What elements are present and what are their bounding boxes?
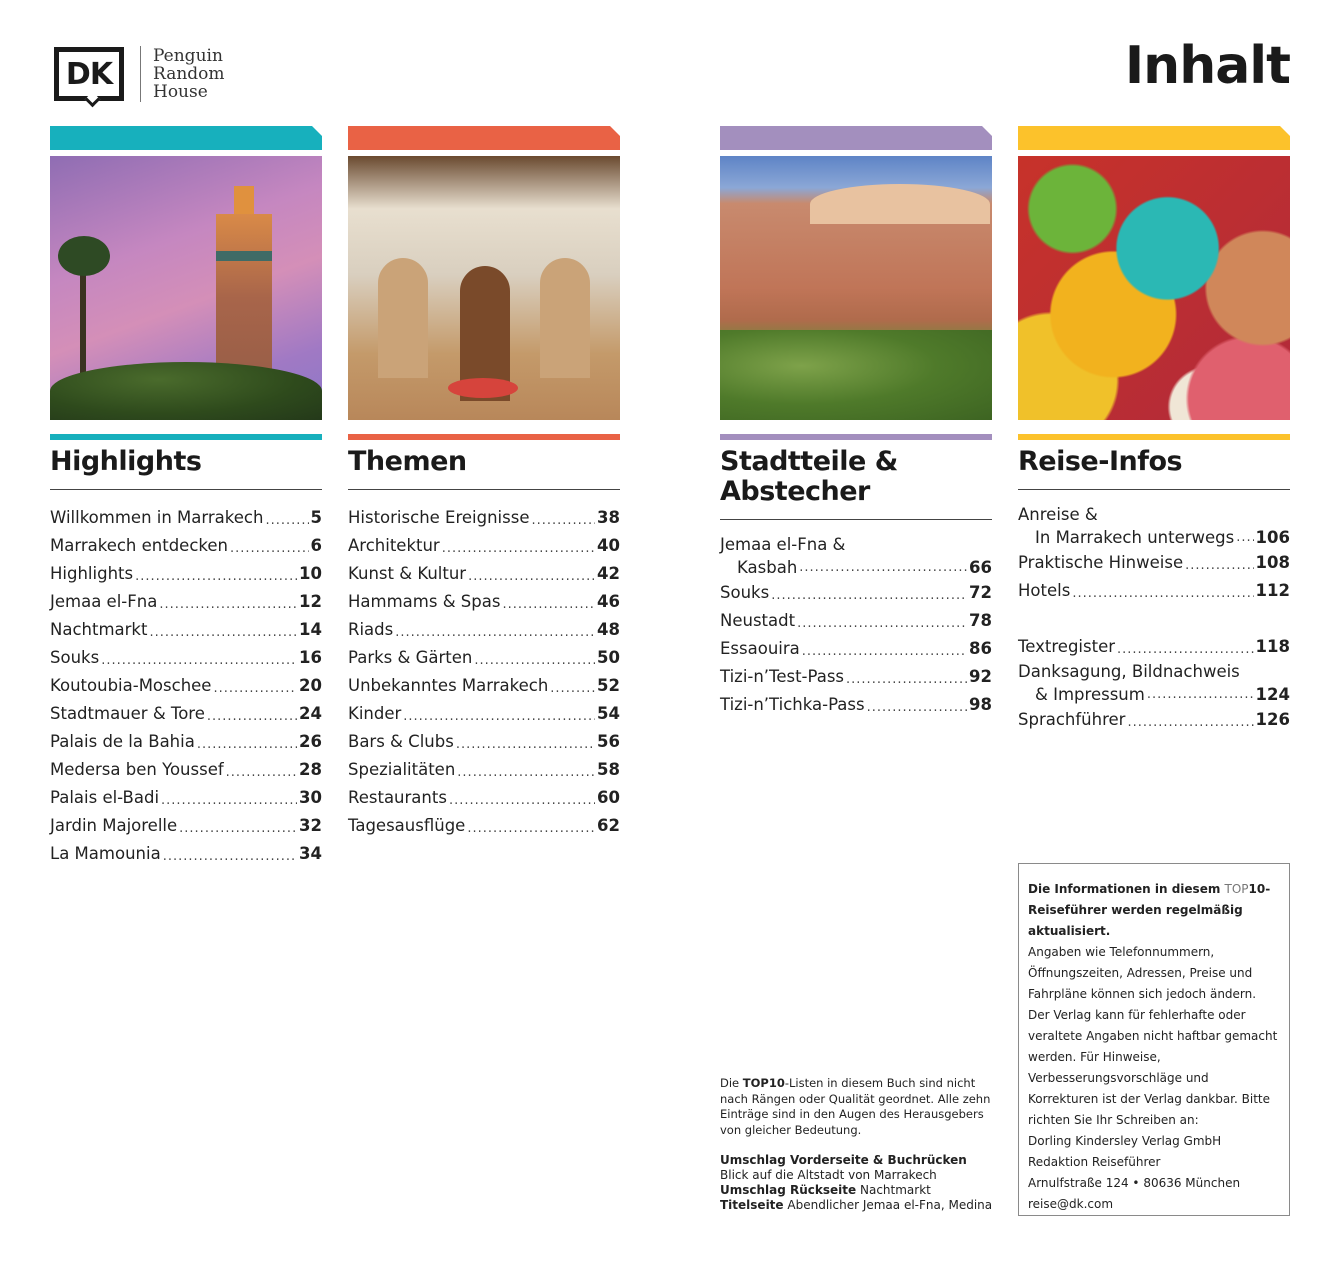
section-title: Highlights: [50, 446, 202, 477]
email-link[interactable]: reise@dk.com: [1028, 1197, 1114, 1211]
toc-entry[interactable]: Stadtmauer & Tore ..... 24: [50, 700, 322, 728]
toc-entry[interactable]: Parks & Gärten ..... 50: [348, 644, 620, 672]
toc-entry[interactable]: Hotels ..... 112: [1018, 577, 1290, 605]
section-title: Reise-Infos: [1018, 446, 1183, 477]
color-tab-reise-infos: [1018, 126, 1290, 150]
toc-entry[interactable]: Hammams & Spas ..... 46: [348, 588, 620, 616]
photo-koutoubia-minaret: [50, 156, 322, 420]
color-tab-themen: [348, 126, 620, 150]
penguin-random-house-wordmark: Penguin Random House: [153, 46, 225, 102]
section-stadtteile: [720, 126, 992, 719]
toc-entry[interactable]: Danksagung, Bildnachweis & Impressum ..... 124: [1018, 661, 1290, 706]
color-rule: [1018, 434, 1290, 440]
photo-kasbah: [720, 156, 992, 420]
toc-entry[interactable]: Historische Ereignisse ..... 38: [348, 504, 620, 532]
toc-entry[interactable]: Palais de la Bahia ..... 26: [50, 728, 322, 756]
toc-entry[interactable]: Tagesausflüge ..... 62: [348, 812, 620, 840]
toc-entry[interactable]: Anreise & In Marrakech unterwegs ..... 106: [1018, 504, 1290, 549]
toc-entry[interactable]: Marrakech entdecken ..... 6: [50, 532, 322, 560]
divider: [348, 489, 620, 490]
color-rule: [50, 434, 322, 440]
toc-entry[interactable]: Highlights ..... 10: [50, 560, 322, 588]
toc-list: [348, 504, 620, 840]
section-title: Stadtteile & Abstecher: [720, 446, 898, 507]
page-title: Inhalt: [1124, 36, 1290, 96]
toc-entry[interactable]: Kinder ..... 54: [348, 700, 620, 728]
toc-entry[interactable]: Riads ..... 48: [348, 616, 620, 644]
toc-entry[interactable]: Architektur ..... 40: [348, 532, 620, 560]
toc-entry[interactable]: Textregister ..... 118: [1018, 633, 1290, 661]
toc-entry[interactable]: La Mamounia ..... 34: [50, 840, 322, 868]
toc-list: [1018, 504, 1290, 734]
toc-entry[interactable]: Jardin Majorelle ..... 32: [50, 812, 322, 840]
toc-entry[interactable]: Palais el-Badi ..... 30: [50, 784, 322, 812]
top10-note: Die TOP10-Listen in diesem Buch sind nicht nach Rängen oder Qualität geordnet. Alle zehn Einträge sind in den Augen des Herausgebers von gleicher Bedeutung. Umschlag Vorderseite & Buchrücken Blick auf die Altstadt von Marrakech Umschlag Rückseite Nachtmarkt Titelseite Abendlicher Jemaa el-Fna, Medina: [720, 1076, 1000, 1213]
update-info-box: Die Informationen in diesem TOP10-Reiseführer werden regelmäßig aktualisiert. Angaben wie Telefonnummern, Öffnungszeiten, Adressen, Preise und Fahrpläne können sich jedoch ändern. Der Verlag kann für fehlerhafte oder veraltete Angaben nicht haftbar gemacht werden. Für Hinweise, Verbesserungsvorschläge und Korrekturen ist der Verlag dankbar. Bitte richten Sie Ihr Schreiben an: Dorling Kindersley Verlag GmbH Redaktion Reiseführer Arnulfstraße 124 • 80636 München reise@dk.com: [1018, 863, 1290, 1216]
divider: [1018, 489, 1290, 490]
toc-entry[interactable]: Jemaa el-Fna & Kasbah ..... 66: [720, 534, 992, 579]
toc-entry[interactable]: Jemaa el-Fna ..... 12: [50, 588, 322, 616]
toc-entry[interactable]: Souks ..... 72: [720, 579, 992, 607]
toc-list: [50, 504, 322, 868]
toc-entry[interactable]: Essaouira ..... 86: [720, 635, 992, 663]
toc-entry[interactable]: Tizi-n’Test-Pass ..... 92: [720, 663, 992, 691]
toc-entry[interactable]: Koutoubia-Moschee ..... 20: [50, 672, 322, 700]
toc-entry[interactable]: Kunst & Kultur ..... 42: [348, 560, 620, 588]
toc-entry[interactable]: Spezialitäten ..... 58: [348, 756, 620, 784]
toc-entry[interactable]: Medersa ben Youssef ..... 28: [50, 756, 322, 784]
color-rule: [348, 434, 620, 440]
section-themen: [348, 126, 620, 840]
divider: [50, 489, 322, 490]
publisher-logo: [54, 46, 225, 102]
toc-list: [720, 534, 992, 719]
logo-divider: [140, 46, 141, 102]
divider: [720, 519, 992, 520]
toc-entry[interactable]: Praktische Hinweise ..... 108: [1018, 549, 1290, 577]
toc-entry[interactable]: Sprachführer ..... 126: [1018, 706, 1290, 734]
photo-spices-tagines: [1018, 156, 1290, 420]
cover-captions: Umschlag Vorderseite & Buchrücken Blick auf die Altstadt von Marrakech Umschlag Rückseite Nachtmarkt Titelseite Abendlicher Jemaa el-Fna, Medina: [720, 1153, 993, 1212]
toc-entry[interactable]: Souks ..... 16: [50, 644, 322, 672]
toc-entry[interactable]: Nachtmarkt ..... 14: [50, 616, 322, 644]
toc-entry[interactable]: Bars & Clubs ..... 56: [348, 728, 620, 756]
color-rule: [720, 434, 992, 440]
toc-entry[interactable]: Restaurants ..... 60: [348, 784, 620, 812]
section-reise-infos: [1018, 126, 1290, 734]
color-tab-stadtteile: [720, 126, 992, 150]
color-tab-highlights: [50, 126, 322, 150]
dk-book-logo-icon: DK: [54, 47, 124, 101]
toc-entry[interactable]: Willkommen in Marrakech ..... 5: [50, 504, 322, 532]
toc-entry[interactable]: Unbekanntes Marrakech ..... 52: [348, 672, 620, 700]
photo-riad-courtyard: [348, 156, 620, 420]
section-title: Themen: [348, 446, 467, 477]
section-highlights: [50, 126, 322, 868]
toc-entry[interactable]: Tizi-n’Tichka-Pass ..... 98: [720, 691, 992, 719]
toc-entry[interactable]: Neustadt ..... 78: [720, 607, 992, 635]
